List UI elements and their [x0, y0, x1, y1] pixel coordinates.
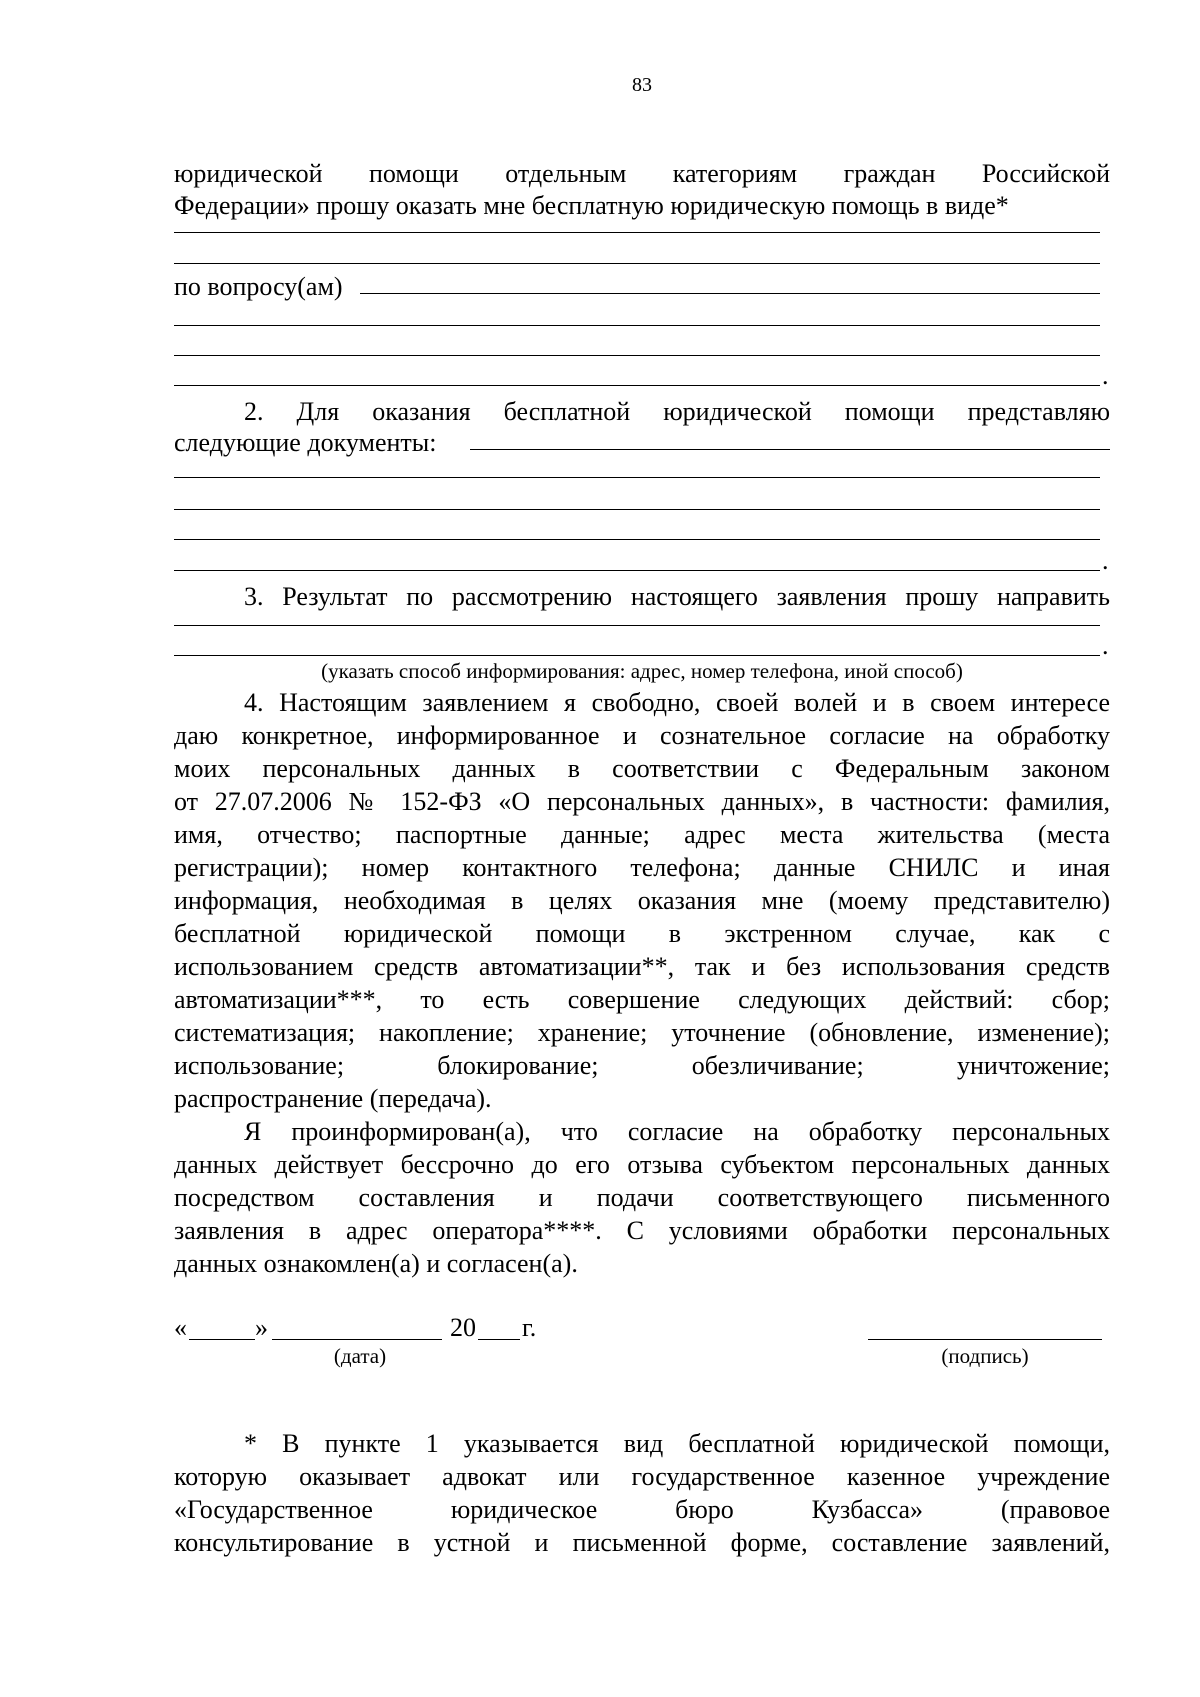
item4-line-2: даю конкретное, информированное и сознательное согласие на обработку [174, 721, 1110, 750]
footnote-line-2: которую оказывает адвокат или государственное казенное учреждение [174, 1462, 1110, 1491]
question-label: по вопросу(ам) [174, 272, 343, 301]
signature-caption: (подпись) [941, 1344, 1029, 1368]
signature-fill-line [868, 1339, 1102, 1340]
item4-line-5: имя, отчество; паспортные данные; адрес места жительства (места [174, 820, 1110, 849]
documents-fill-line [470, 449, 1110, 450]
period: . [1102, 546, 1109, 575]
consent-line-4: заявления в адрес оператора****. С условиями обработки персональных [174, 1216, 1110, 1245]
item4-line-3: моих персональных данных в соответствии с Федеральным законом [174, 754, 1110, 783]
item3-line-1: 3. Результат по рассмотрению настоящего заявления прошу направить [244, 582, 1110, 611]
date-quote-open: « [174, 1313, 187, 1342]
fill-line [174, 477, 1100, 478]
year-suffix: г. [522, 1313, 537, 1342]
period: . [1102, 631, 1109, 660]
intro-line-1: юридической помощи отдельным категориям граждан Российской [174, 159, 1110, 188]
fill-line [174, 385, 1100, 386]
item4-line-11: систематизация; накопление; хранение; уточнение (обновление, изменение); [174, 1018, 1110, 1047]
fill-line [174, 655, 1100, 656]
consent-line-3: посредством составления и подачи соответствующего письменного [174, 1183, 1110, 1212]
fill-line [174, 232, 1100, 233]
footnote-line-1: * В пункте 1 указывается вид бесплатной юридической помощи, [244, 1429, 1110, 1458]
item4-line-8: бесплатной юридической помощи в экстренном случае, как с [174, 919, 1110, 948]
item4-line-10: автоматизации***, то есть совершение следующих действий: сбор; [174, 985, 1110, 1014]
question-fill-line [360, 293, 1100, 294]
item4-line-13: распространение (передача). [174, 1084, 492, 1113]
item4-line-7: информация, необходимая в целях оказания мне (моему представителю) [174, 886, 1110, 915]
year-prefix: 20 [450, 1313, 476, 1342]
fill-line [174, 509, 1100, 510]
page-number: 83 [632, 74, 652, 96]
item4-line-12: использование; блокирование; обезличивание; уничтожение; [174, 1051, 1110, 1080]
fill-line [174, 325, 1100, 326]
date-caption: (дата) [333, 1344, 387, 1368]
intro-line-2: Федерации» прошу оказать мне бесплатную юридическую помощь в виде* [174, 191, 1009, 220]
item2-line-2: следующие документы: [174, 428, 437, 457]
item4-line-1: 4. Настоящим заявлением я свободно, своей волей и в своем интересе [244, 688, 1110, 717]
item4-line-9: использованием средств автоматизации**, так и без использования средств [174, 952, 1110, 981]
fill-line [174, 539, 1100, 540]
month-fill-line [272, 1339, 442, 1340]
fill-line [174, 625, 1100, 626]
item2-line-1: 2. Для оказания бесплатной юридической помощи представляю [244, 397, 1110, 426]
year-fill-line [478, 1339, 520, 1340]
item4-line-6: регистрации); номер контактного телефона; данные СНИЛС и иная [174, 853, 1110, 882]
consent-line-1: Я проинформирован(а), что согласие на обработку персональных [244, 1117, 1110, 1146]
footnote-line-4: консультирование в устной и письменной форме, составление заявлений, [174, 1528, 1110, 1557]
item4-line-4: от 27.07.2006 № 152-ФЗ «О персональных данных», в частности: фамилия, [174, 787, 1110, 816]
day-fill-line [189, 1339, 255, 1340]
date-quote-close: » [255, 1313, 268, 1342]
consent-line-5: данных ознакомлен(а) и согласен(а). [174, 1249, 578, 1278]
period: . [1102, 361, 1109, 390]
fill-line [174, 570, 1100, 571]
fill-line [174, 263, 1100, 264]
fill-line [174, 355, 1100, 356]
consent-line-2: данных действует бессрочно до его отзыва субъектом персональных данных [174, 1150, 1110, 1179]
inform-caption: (указать способ информирования: адрес, номер телефона, иной способ) [321, 659, 963, 683]
footnote-line-3: «Государственное юридическое бюро Кузбасса» (правовое [174, 1495, 1110, 1524]
